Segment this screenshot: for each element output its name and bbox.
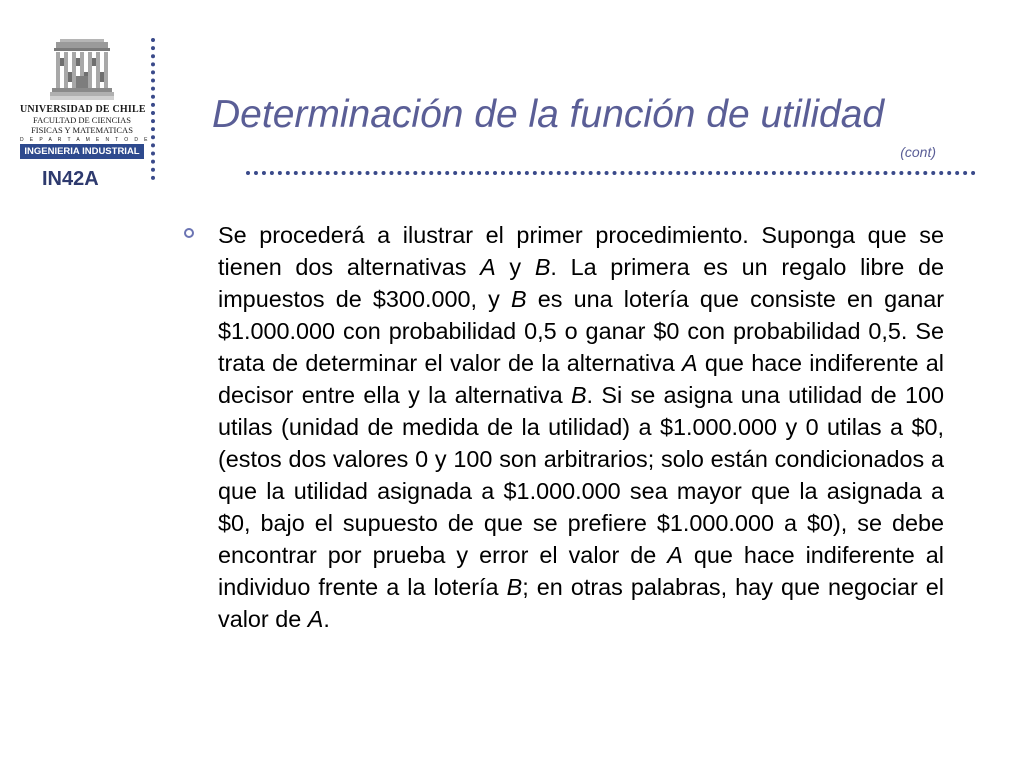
variable-symbol: B [510,286,527,312]
faculty-line-2: FISICAS Y MATEMATICAS [31,125,133,135]
department-name: INGENIERIA INDUSTRIAL [20,144,144,159]
horizontal-dotted-divider [246,171,976,175]
variable-symbol: A [480,254,496,280]
variable-symbol: B [506,574,523,600]
text-segment: ; en otras palabras, hay que negociar el valor de [218,574,944,632]
variable-symbol: A [307,606,324,632]
text-segment: que hace indiferente al individuo frente a la lotería [218,542,944,600]
university-building-icon [50,38,114,100]
slide-subtitle: (cont) [900,144,936,160]
university-name: UNIVERSIDAD DE CHILE [20,104,146,115]
body-paragraph [218,219,944,635]
university-logo [20,38,150,159]
text-segment: Se procederá a ilustrar el primer procedimiento. Suponga que se tienen dos alternativas [218,222,944,280]
faculty-line-1: FACULTAD DE CIENCIAS [32,115,132,125]
text-segment: . [323,606,330,632]
department-label: D E P A R T A M E N T O D E [20,137,150,143]
vertical-dotted-divider [151,38,155,180]
text-segment: es una lotería que consiste en ganar $1.000.000 con probabilidad 0,5 o ganar $0 con probabilidad 0,5. Se trata de determinar el valor de la alternativa [218,286,945,376]
text-segment: . Si se asigna una utilidad de 100 utilas (unidad de medida de la utilidad) a $1.000.000 y 0 utilas a $0, (estos dos valores 0 y 100 son arbitrarios; solo están condicionados a que la utilidad asignada a $1.000.000 sea mayor que la asignada a $0, bajo el supuesto de que se prefiere $1.000.000 a $0), se debe encontrar por prueba y error el valor de [218,382,944,568]
text-segment: y [495,254,535,280]
text-segment: . La primera es un regalo libre de impuestos de $300.000, y [218,254,944,312]
variable-symbol: B [534,254,551,280]
variable-symbol: A [682,350,698,376]
slide-title: Determinación de la función de utilidad [212,93,885,136]
variable-symbol: A [667,542,683,568]
text-segment: que hace indiferente al decisor entre ella y la alternativa [218,350,944,408]
course-code: IN42A [42,168,99,190]
hollow-circle-bullet-icon [184,228,194,238]
variable-symbol: B [570,382,587,408]
